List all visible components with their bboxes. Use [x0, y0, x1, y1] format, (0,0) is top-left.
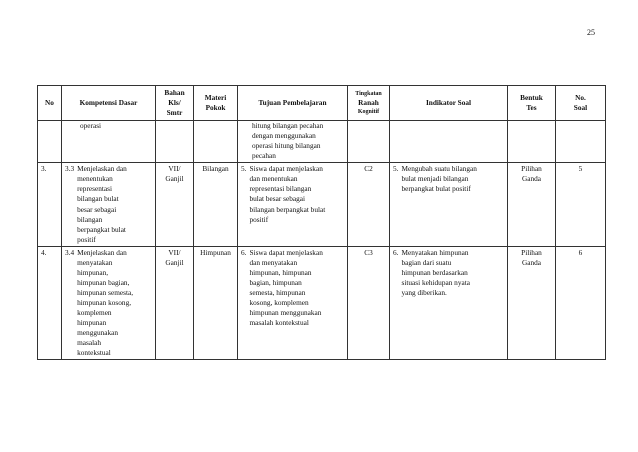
- table-row: [38, 163, 606, 247]
- tujuan-cell: hitung bilangan pecahan dengan menggunakan operasi hitung bilangan pecahan: [238, 121, 348, 163]
- ranah-cell: C2: [348, 163, 390, 247]
- nosoal-cell: 6: [556, 246, 606, 360]
- bentuk-cell: Pilihan Ganda: [508, 246, 556, 360]
- header-tingkatan-ranah-kognitif: Tingkatan Ranah Kognitif: [348, 86, 390, 121]
- kisi-kisi-table: [37, 85, 606, 360]
- header-kompetensi-dasar: Kompetensi Dasar: [62, 86, 156, 121]
- header-row: [38, 86, 606, 121]
- kd-cell: 3.4 Menjelaskan dan menyatakan himpunan, himpunan bagian, himpunan semesta, himpunan kosong, komplemen himpunan menggunakan masalah kontekstual: [62, 246, 156, 360]
- header-materi-pokok: Materi Pokok: [194, 86, 238, 121]
- ranah-cell: C3: [348, 246, 390, 360]
- bahan-cell: VII/ Ganjil: [156, 163, 194, 247]
- nosoal-cell: 5: [556, 163, 606, 247]
- bahan-cell: VII/ Ganjil: [156, 246, 194, 360]
- tujuan-cell: 5. Siswa dapat menjelaskan dan menentukan representasi bilangan bulat besar sebagai bilangan berpangkat bulat positif: [238, 163, 348, 247]
- indikator-cell: 5. Mengubah suatu bilangan bulat menjadi bilangan berpangkat bulat positif: [390, 163, 508, 247]
- header-indikator-soal: Indikator Soal: [390, 86, 508, 121]
- table-row-continuation: [38, 121, 606, 163]
- header-bahan-kls-smtr: Bahan Kls/ Smtr: [156, 86, 194, 121]
- table-row: [38, 246, 606, 360]
- kd-cell: operasi: [62, 121, 156, 163]
- no-cell: 3.: [38, 163, 62, 247]
- tujuan-cell: 6. Siswa dapat menjelaskan dan menyatakan himpunan, himpunan bagian, himpunan semesta, himpunan kosong, komplemen himpunan menggunakan masalah kontekstual: [238, 246, 348, 360]
- header-no: No: [38, 86, 62, 121]
- indikator-cell: 6. Menyatakan himpunan bagian dari suatu himpunan berdasarkan situasi kehidupan nyata yang diberikan.: [390, 246, 508, 360]
- header-bentuk-tes: Bentuk Tes: [508, 86, 556, 121]
- header-tujuan-pembelajaran: Tujuan Pembelajaran: [238, 86, 348, 121]
- page-number: 25: [587, 28, 595, 37]
- header-no-soal: No. Soal: [556, 86, 606, 121]
- no-cell: 4.: [38, 246, 62, 360]
- materi-cell: Himpunan: [194, 246, 238, 360]
- kd-cell: 3.3 Menjelaskan dan menentukan representasi bilangan bulat besar sebagai bilangan berpangkat bulat positif: [62, 163, 156, 247]
- materi-cell: Bilangan: [194, 163, 238, 247]
- bentuk-cell: Pilihan Ganda: [508, 163, 556, 247]
